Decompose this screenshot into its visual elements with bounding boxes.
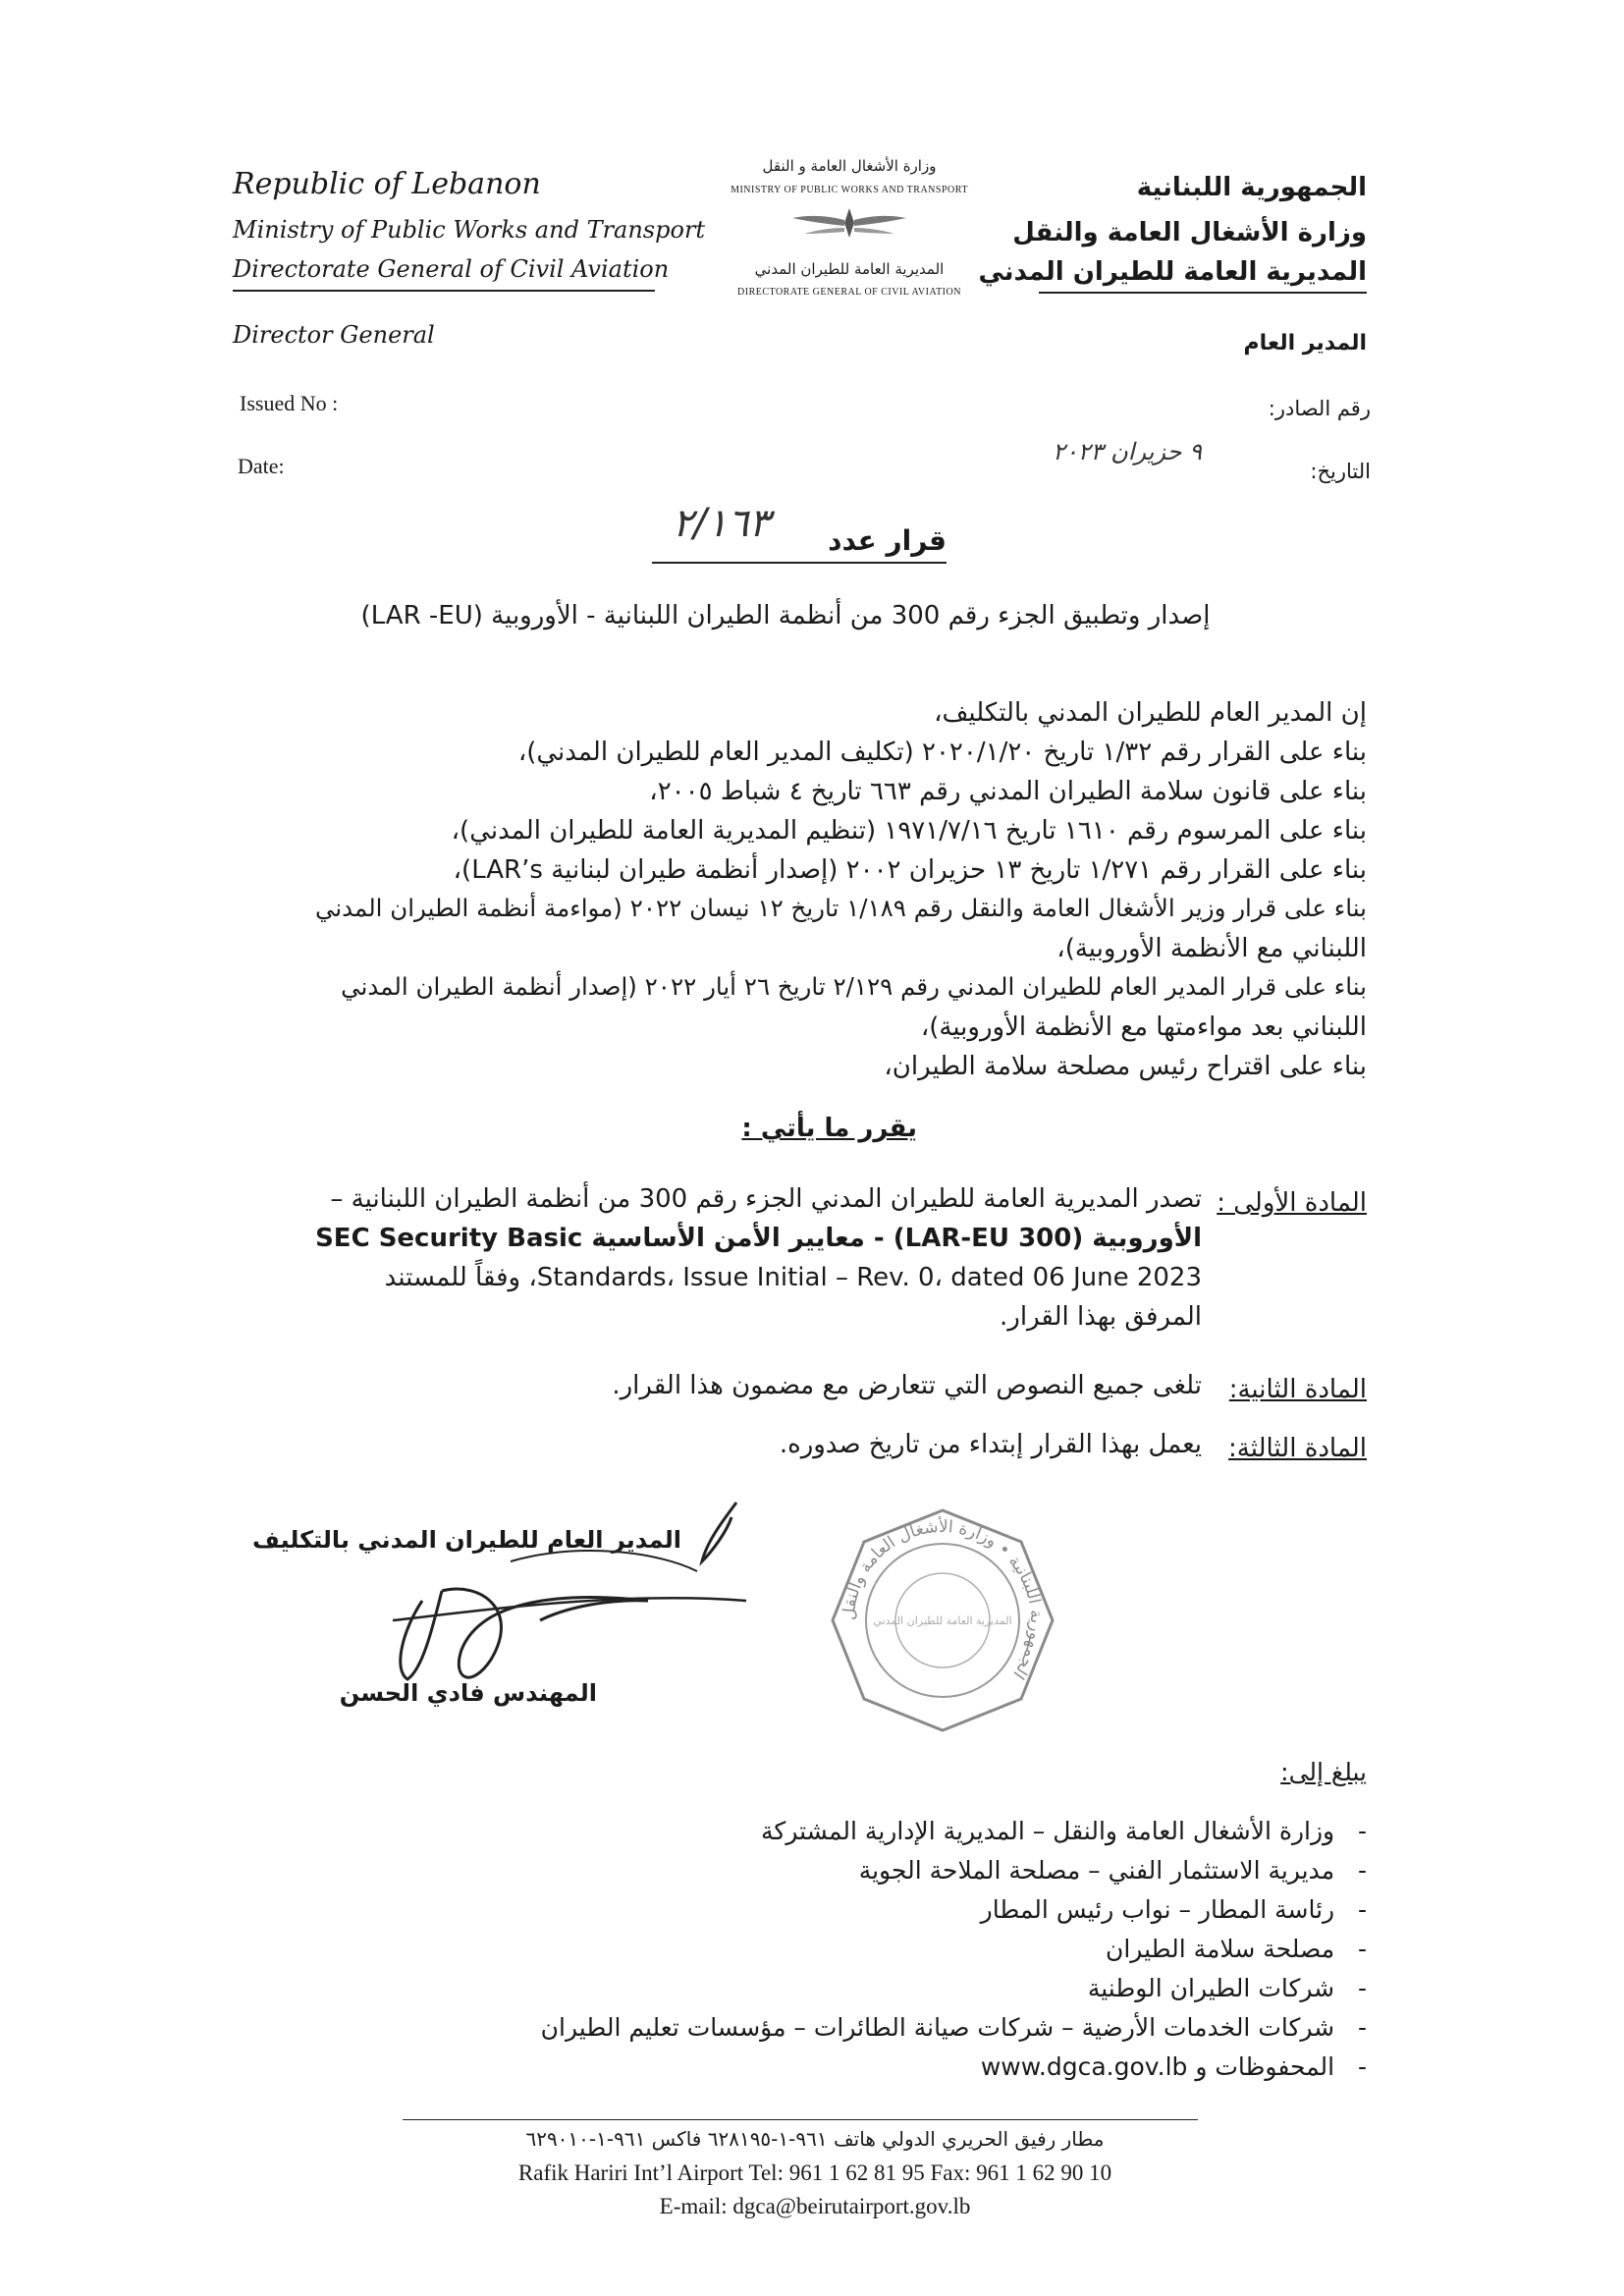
article-1-line: Standards، Issue Initial – Rev. 0، dated 06 June 2023، وفقاً للمستند xyxy=(384,1263,1202,1292)
distribution-item: - شركات الطيران الوطنية xyxy=(1087,1974,1367,2002)
article-1-line: تصدر المديرية العامة للطيران المدني الجزء رقم 300 من أنظمة الطيران اللبنانية – xyxy=(330,1184,1202,1214)
footer-email: E-mail: dgca@beirutairport.gov.lb xyxy=(659,2194,971,2218)
preamble-line: اللبناني بعد مواءمتها مع الأنظمة الأوروبية)، xyxy=(920,1012,1367,1042)
article-1-line: المرفق بهذا القرار. xyxy=(1000,1302,1202,1332)
decision-title xyxy=(583,501,947,564)
date-label: Date: xyxy=(238,454,285,478)
stamp-outer-text: الجمهورية اللبنانية • وزارة الأشغال العامة والنقل xyxy=(839,1516,1047,1683)
distribution-item: - رئاسة المطار – نواب رئيس المطار xyxy=(980,1895,1367,1924)
preamble-line: بناء على قرار وزير الأشغال العامة والنقل رقم ١/١٨٩ تاريخ ١٢ نيسان ٢٠٢٢ (مواءمة أنظمة الطيران المدني xyxy=(314,894,1367,922)
article-2-text: تلغى جميع النصوص التي تتعارض مع مضمون هذا القرار. xyxy=(612,1371,1202,1400)
distribution-item: - شركات الخدمات الأرضية – شركات صيانة الطائرات – مؤسسات تعليم الطيران xyxy=(540,2013,1367,2042)
preamble-line: بناء على المرسوم رقم ١٦١٠ تاريخ ١٩٧١/٧/١٦ (تنظيم المديرية العامة للطيران المدني)، xyxy=(451,816,1367,846)
article-3-label: المادة الثالثة: xyxy=(1228,1434,1367,1463)
handwritten-date: ٩ حزيران ٢٠٢٣ xyxy=(1052,438,1202,465)
svg-text:الجمهورية اللبنانية • وزارة ال xyxy=(839,1516,1046,1683)
issued-no-ar: رقم الصادر: xyxy=(1268,397,1371,420)
footer-address-ar: مطار رفيق الحريري الدولي هاتف ٩٦١-١-٦٢٨١٩٥ فاكس ٩٦١-١-٦٢٩٠١٠ xyxy=(525,2127,1105,2151)
article-2-label: المادة الثانية: xyxy=(1228,1375,1367,1404)
article-1-line: الأوروبية (LAR-EU 300) - معايير الأمن الأساسية SEC Security Basic xyxy=(315,1224,1202,1253)
logo-en-top: MINISTRY OF PUBLIC WORKS AND TRANSPORT xyxy=(731,185,968,195)
header-rule-left xyxy=(233,290,655,292)
distribution-item: - المحفوظات و www.dgca.gov.lb xyxy=(980,2052,1367,2081)
preamble-line: بناء على اقتراح رئيس مصلحة سلامة الطيران، xyxy=(884,1052,1367,1081)
logo-ar-bottom: المديرية العامة للطيران المدني xyxy=(754,260,945,278)
footer-rule xyxy=(403,2119,1198,2120)
issued-no-label: Issued No : xyxy=(240,391,339,415)
preamble-line: بناء على قرار المدير العام للطيران المدني رقم ٢/١٢٩ تاريخ ٢٦ أيار ٢٠٢٢ (إصدار أنظمة الطيران المدني xyxy=(341,972,1367,1001)
header-country-en: Republic of Lebanon xyxy=(233,167,541,201)
header-directorate-en: Directorate General of Civil Aviation xyxy=(233,255,670,283)
header-rule-right xyxy=(1039,292,1367,294)
distribution-item: - وزارة الأشغال العامة والنقل – المديرية الإدارية المشتركة xyxy=(761,1817,1367,1845)
handwritten-signature-icon xyxy=(363,1483,776,1709)
preamble-line: بناء على قانون سلامة الطيران المدني رقم ٦٦٣ تاريخ ٤ شباط ٢٠٠٥، xyxy=(649,777,1367,806)
logo-en-bottom: DIRECTORATE GENERAL OF CIVIL AVIATION xyxy=(737,287,961,298)
wings-emblem-icon xyxy=(790,198,908,247)
distribution-item: - مديرية الاستثمار الفني – مصلحة الملاحة الجوية xyxy=(858,1856,1367,1885)
stamp-inner-text: المديرية العامة للطيران المدني xyxy=(873,1614,1012,1627)
preamble-line: إن المدير العام للطيران المدني بالتكليف، xyxy=(934,698,1367,728)
decision-title-label: قرار عدد xyxy=(828,524,947,557)
header-director-ar: المدير العام xyxy=(1243,331,1367,355)
header-ministry-ar: وزارة الأشغال العامة والنقل xyxy=(1012,218,1367,247)
date-ar: التاريخ: xyxy=(1310,460,1371,483)
distribution-item: - مصلحة سلامة الطيران xyxy=(1105,1935,1367,1963)
logo-ar-top: وزارة الأشغال العامة و النقل xyxy=(762,157,937,175)
article-1-label: المادة الأولى : xyxy=(1217,1188,1367,1218)
signature-role: المدير العام للطيران المدني بالتكليف xyxy=(251,1526,681,1554)
header-director-en: Director General xyxy=(233,321,435,349)
decides-heading: يقرر ما يأتي : xyxy=(741,1114,917,1143)
header-directorate-ar: المديرية العامة للطيران المدني xyxy=(978,257,1367,287)
ministry-logo xyxy=(687,147,1011,304)
preamble-line: اللبناني مع الأنظمة الأوروبية)، xyxy=(1056,934,1367,963)
decision-number: ٢/١٦٣ xyxy=(672,501,770,546)
official-stamp-icon xyxy=(825,1503,1060,1738)
preamble-line: بناء على القرار رقم ١/٢٧١ تاريخ ١٣ حزيران ٢٠٠٢ (إصدار أنظمة طيران لبنانية LAR’s)، xyxy=(453,855,1367,885)
header-country-ar: الجمهورية اللبنانية xyxy=(1136,173,1367,202)
distribution-title: يبلغ إلى: xyxy=(1280,1758,1367,1786)
decision-title-underline xyxy=(652,562,947,564)
footer-address-en: Rafik Hariri Int’l Airport Tel: 961 1 62 81 95 Fax: 961 1 62 90 10 xyxy=(517,2160,1112,2185)
article-3-text: يعمل بهذا القرار إبتداء من تاريخ صدوره. xyxy=(779,1430,1202,1459)
decision-subject: إصدار وتطبيق الجزء رقم 300 من أنظمة الطيران اللبنانية - الأوروبية (LAR -EU) xyxy=(360,601,1211,630)
preamble-line: بناء على القرار رقم ١/٣٢ تاريخ ٢٠٢٠/١/٢٠ (تكليف المدير العام للطيران المدني)، xyxy=(517,738,1367,767)
header-ministry-en: Ministry of Public Works and Transport xyxy=(233,216,706,244)
signature-name: المهندس فادي الحسن xyxy=(339,1679,597,1707)
